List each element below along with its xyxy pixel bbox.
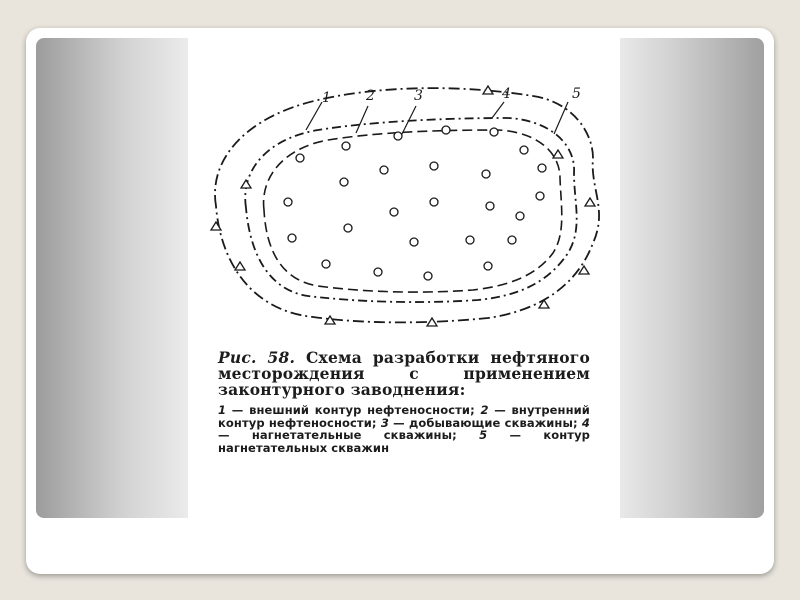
injection-well-triangle: [241, 180, 251, 188]
label-outer-contour: 1: [322, 90, 331, 106]
production-well-circle: [520, 146, 528, 154]
caption-figure-number: Рис. 58.: [218, 348, 296, 367]
production-well-circle: [486, 202, 494, 210]
production-well-circle: [442, 126, 450, 134]
production-well-circle: [288, 234, 296, 242]
legend-text: — добывающие скважины;: [393, 415, 578, 430]
label-inner-contour: 2: [366, 88, 375, 104]
injection-well-triangle: [427, 318, 437, 326]
label-leader-lines: [306, 102, 568, 134]
legend-number: 5: [479, 428, 488, 442]
production-well-circle: [410, 238, 418, 246]
injection-well-triangle: [235, 262, 245, 270]
production-well-circle: [284, 198, 292, 206]
slide-content-panel: [36, 38, 764, 518]
oilfield-scheme: [188, 38, 620, 350]
inner-oil-contour: [264, 130, 562, 292]
production-well-circle: [484, 262, 492, 270]
production-well-circle: [424, 272, 432, 280]
production-wells: [284, 126, 546, 280]
production-well-circle: [380, 166, 388, 174]
production-well-circle: [296, 154, 304, 162]
injection-well-triangle: [585, 198, 595, 206]
caption-legend: [218, 404, 590, 454]
label-injection-contour: 5: [572, 86, 581, 102]
production-well-circle: [430, 162, 438, 170]
figure-caption: [218, 350, 590, 454]
legend-text: — нагнетательные скважины;: [218, 428, 457, 442]
production-well-circle: [374, 268, 382, 276]
caption-title: [218, 350, 590, 398]
legend-number: 1: [218, 403, 227, 417]
production-well-circle: [322, 260, 330, 268]
legend-number: 4: [581, 415, 591, 430]
legend-text: — внутренний контур нефтеносности;: [218, 403, 590, 430]
label-production-well: 3: [414, 88, 423, 104]
legend-number: 2: [480, 403, 489, 417]
production-well-circle: [538, 164, 546, 172]
production-well-circle: [536, 192, 544, 200]
production-well-circle: [516, 212, 524, 220]
caption-title-text: Схема разработки нефтяного месторождения с применением законтурного заводнения:: [218, 348, 590, 399]
production-well-circle: [490, 128, 498, 136]
label-injection-well: 4: [502, 86, 511, 102]
production-well-circle: [394, 132, 402, 140]
injection-well-triangle: [553, 150, 563, 158]
production-well-circle: [430, 198, 438, 206]
production-well-circle: [342, 142, 350, 150]
production-well-circle: [508, 236, 516, 244]
production-well-circle: [390, 208, 398, 216]
production-well-circle: [340, 178, 348, 186]
legend-text: — контур нагнетательных скважин: [218, 428, 590, 455]
legend-text: — внешний контур нефтеносности;: [231, 403, 475, 417]
oilfield-diagram-figure: [188, 38, 620, 518]
production-well-circle: [466, 236, 474, 244]
production-well-circle: [344, 224, 352, 232]
legend-number: 3: [380, 415, 389, 430]
production-well-circle: [482, 170, 490, 178]
injection-well-triangle: [579, 266, 589, 274]
